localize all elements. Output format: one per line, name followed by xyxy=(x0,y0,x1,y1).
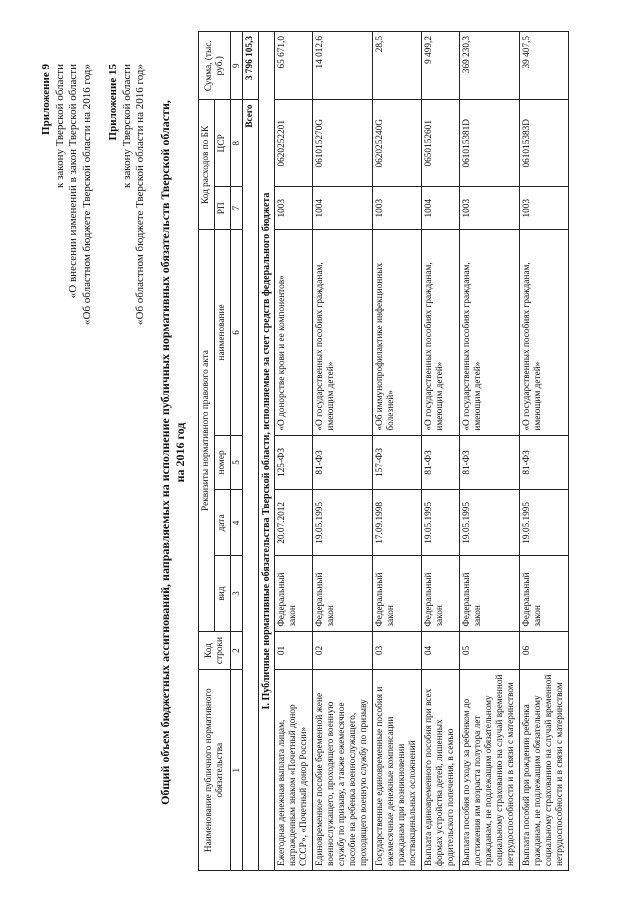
rp-code: 1004 xyxy=(422,187,460,230)
header-date: дата xyxy=(215,490,231,556)
obligation-name: Выплата пособий при рождении ребенка гражданам, не подлежащим обязательному социальному страхованию на случай временной нетрудоспособности и в связи с материнством xyxy=(520,670,569,871)
sum-value: 39 407,5 xyxy=(520,32,569,100)
header-code: Код строки xyxy=(199,631,231,670)
document-title-line-2: на 2016 год xyxy=(173,422,187,483)
csr-code: 061015381D xyxy=(460,100,520,187)
table-row xyxy=(313,32,373,871)
column-number: 2 xyxy=(231,631,243,670)
act-number: 81-ФЗ xyxy=(422,435,460,490)
total-value: 3 796 105,3 xyxy=(243,32,259,100)
document-title-line-1: Общий объем бюджетных ассигнований, направляемых на исполнение публичных нормативных обязательств Тверской области, xyxy=(158,100,172,805)
rp-code: 1003 xyxy=(520,187,569,230)
row-code: 03 xyxy=(373,631,422,670)
act-number: 81-ФЗ xyxy=(460,435,520,490)
csr-code: 061015383D xyxy=(520,100,569,187)
act-name: «Об иммунопрофилактике инфекционных болезней» xyxy=(373,230,422,435)
act-date: 19.05.1995 xyxy=(520,490,569,556)
act-date: 17.09.1998 xyxy=(373,490,422,556)
act-kind: Федеральный закон xyxy=(460,556,520,631)
act-date: 19.05.1995 xyxy=(460,490,520,556)
header-name: Наименование публичного нормативного обязательства xyxy=(199,670,231,871)
column-number: 5 xyxy=(231,435,243,490)
act-kind: Федеральный закон xyxy=(275,556,313,631)
column-number: 8 xyxy=(231,100,243,187)
row-code: 04 xyxy=(422,631,460,670)
annex-9-line-2: «О внесении изменений в закон Тверской области xyxy=(67,64,79,299)
column-number: 9 xyxy=(231,32,243,100)
act-name: «О государственных пособиях гражданам, имеющим детей» xyxy=(520,230,569,435)
table-row xyxy=(422,32,460,871)
header-requisites: Реквизиты нормативного правового акта xyxy=(199,230,215,631)
obligation-name: Единовременное пособие беременной жене военнослужащего, проходящего военную службу по призыву, а также ежемесячное пособие на ребенка военнослужащего, проходящего военную службу по призыву xyxy=(313,670,373,871)
sum-value: 369 230,3 xyxy=(460,32,520,100)
act-number: 125-ФЗ xyxy=(275,435,313,490)
annex-9-line-3: «Об областном бюджете Тверской области на 2016 год» xyxy=(80,64,93,325)
csr-code: 062025240G xyxy=(373,100,422,187)
header-number: номер xyxy=(215,435,231,490)
sum-value: 28,5 xyxy=(373,32,422,100)
rp-code: 1003 xyxy=(275,187,313,230)
act-kind: Федеральный закон xyxy=(520,556,569,631)
annex-9-title: Приложение 9 xyxy=(40,64,52,135)
table-row xyxy=(373,32,422,871)
table-row xyxy=(460,32,520,871)
act-number: 157-ФЗ xyxy=(373,435,422,490)
annex-15-title: Приложение 15 xyxy=(107,64,119,141)
column-number: 7 xyxy=(231,187,243,230)
sum-value: 14 012,6 xyxy=(313,32,373,100)
rp-code: 1004 xyxy=(313,187,373,230)
rp-code: 1003 xyxy=(460,187,520,230)
rp-code: 1003 xyxy=(373,187,422,230)
annex-9-line-1: к закону Тверской области xyxy=(53,64,66,189)
total-label: Всего xyxy=(243,100,259,871)
act-kind: Федеральный закон xyxy=(373,556,422,631)
obligations-table xyxy=(198,31,569,871)
section-title: I. Публичные нормативные обязательства Тверской области, исполняемые за счет средств федерального бюджета xyxy=(259,32,275,871)
row-code: 02 xyxy=(313,631,373,670)
act-name: «О государственных пособиях гражданам, имеющим детей» xyxy=(313,230,373,435)
act-kind: Федеральный закон xyxy=(422,556,460,631)
csr-code: 061015270G xyxy=(313,100,373,187)
act-date: 19.05.1995 xyxy=(313,490,373,556)
header-act-name: наименование xyxy=(215,230,231,435)
obligation-name: Выплата пособия по уходу за ребенком до достижения им возраста полутора лет гражданам, не подлежащим обязательному социальному страхованию на случай временной нетрудоспособности и в связи с материнством xyxy=(460,670,520,871)
column-number: 6 xyxy=(231,230,243,435)
act-name: «О государственных пособиях гражданам, имеющим детей» xyxy=(460,230,520,435)
total-row xyxy=(243,32,259,871)
annex-15-line-1: к закону Тверской области xyxy=(120,64,133,189)
sum-value: 65 671,0 xyxy=(275,32,313,100)
header-bk: Код расходов по БК xyxy=(199,100,215,230)
header-rp: РП xyxy=(215,187,231,230)
obligation-name: Ежегодная денежная выплата лицам, награжденным знаком «Почетный донор СССР», «Почетный донор России» xyxy=(275,670,313,871)
table-row xyxy=(520,32,569,871)
row-code: 01 xyxy=(275,631,313,670)
header-sum: Сумма, (тыс. руб.) xyxy=(199,32,231,100)
act-number: 81-ФЗ xyxy=(520,435,569,490)
act-kind: Федеральный закон xyxy=(313,556,373,631)
annex-15-line-2: «Об областном бюджете Тверской области на 2016 год» xyxy=(134,64,146,325)
obligation-name: Выплата единовременного пособия при всех формах устройства детей, лишенных родительского попечения, в семью xyxy=(422,670,460,871)
csr-code: 0620252201 xyxy=(275,100,313,187)
row-code: 05 xyxy=(460,631,520,670)
act-number: 81-ФЗ xyxy=(313,435,373,490)
act-name: «О донорстве крови и ее компонентов» xyxy=(275,230,313,435)
header-csr: ЦСР xyxy=(215,100,231,187)
column-number: 1 xyxy=(231,670,243,871)
column-number: 3 xyxy=(231,556,243,631)
csr-code: 0650152601 xyxy=(422,100,460,187)
row-code: 06 xyxy=(520,631,569,670)
header-kind: вид xyxy=(215,556,231,631)
act-date: 19.05.1995 xyxy=(422,490,460,556)
annex-9-header xyxy=(40,64,94,325)
section-row xyxy=(259,32,275,871)
table-row xyxy=(275,32,313,871)
column-number: 4 xyxy=(231,490,243,556)
act-name: «О государственных пособиях гражданам, имеющим детей» xyxy=(422,230,460,435)
act-date: 20.07.2012 xyxy=(275,490,313,556)
obligation-name: Государственные единовременные пособия и ежемесячные денежные компенсации гражданам при возникновении поствакцинальных осложнений xyxy=(373,670,422,871)
annex-15-header xyxy=(107,64,148,325)
document-title xyxy=(158,0,188,905)
sum-value: 9 499,2 xyxy=(422,32,460,100)
